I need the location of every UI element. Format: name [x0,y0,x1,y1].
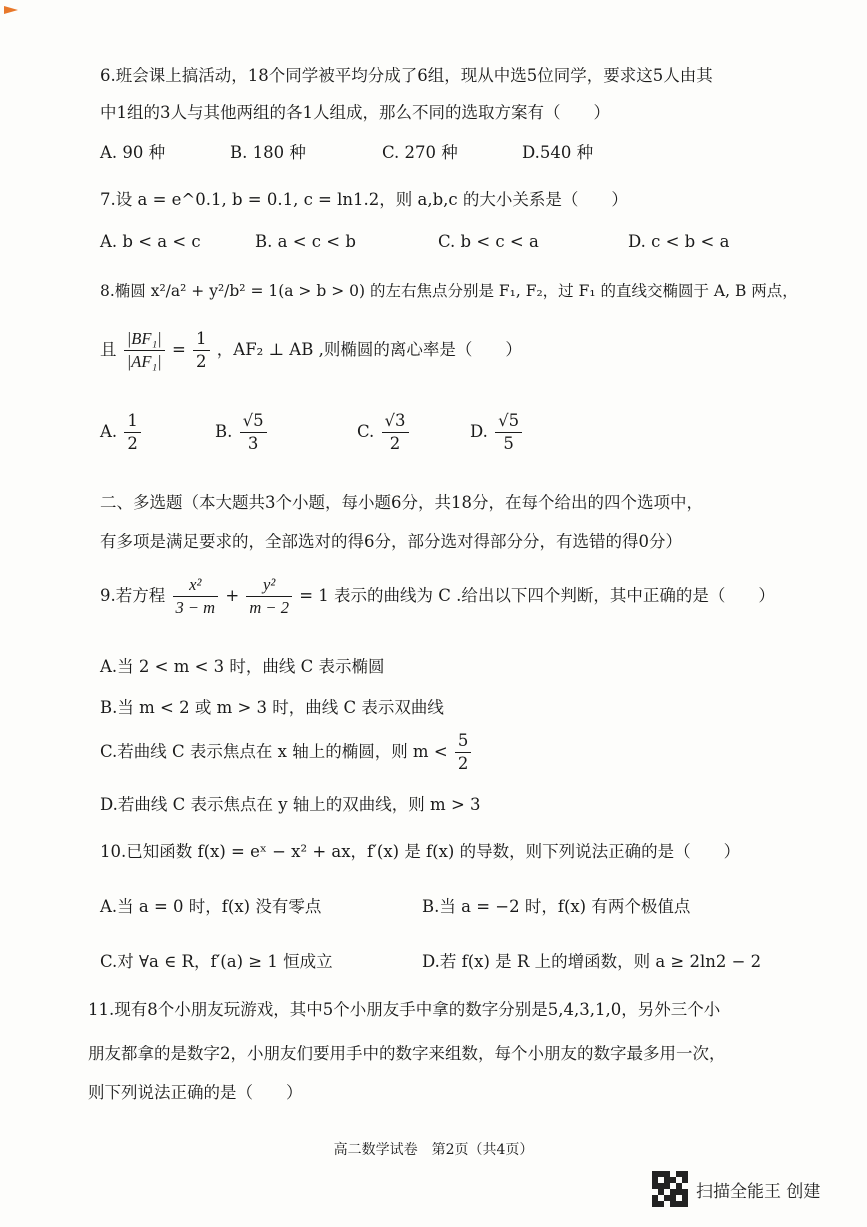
q6-option-d: D.540 种 [522,143,594,162]
q8-ratio-equals: = [171,340,186,360]
scanner-watermark-text: 扫描全能王 创建 [696,1181,821,1202]
q8-ratio-fraction [124,330,165,371]
q8-half-numerator: 1 [193,330,210,351]
q9-option-c-numerator: 5 [455,732,472,753]
q9-fraction-x-denominator: 3 − m [175,598,216,618]
q10-stem: 10.已知函数 f(x) = eˣ − x² + ax，f′(x) 是 f(x) 的导数，则下列说法正确的是（ ） [100,842,741,861]
q10-option-b: B.当 a = −2 时，f(x) 有两个极值点 [422,897,691,916]
q8-option-a-numerator: 1 [124,412,141,433]
q8-option-d-fraction [495,412,522,453]
q9-option-c-text: C.若曲线 C 表示焦点在 x 轴上的椭圆，则 m < [100,742,448,762]
q8-half-denominator: 2 [196,352,207,372]
q9-fraction-x [173,576,219,617]
q11-line1: 11.现有8个小朋友玩游戏，其中5个小朋友手中拿的数字分别是5,4,3,1,0，另外三个小 [88,1000,721,1019]
scanner-watermark [652,1171,820,1207]
q8-option-a-fraction [124,412,141,453]
q8-option-b [215,412,269,453]
q8-option-b-numerator: √5 [240,412,267,433]
q9-option-c-denominator: 2 [457,754,469,774]
q8-option-c-fraction [382,412,409,453]
q8-option-b-fraction [240,412,267,453]
q11-line2: 朋友都拿的是数字2，小朋友们要用手中的数字来组数，每个小朋友的数字最多用一次， [88,1044,726,1063]
q8-option-c-label: C. [357,422,375,442]
q9-fraction-y-denominator: m − 2 [249,598,289,618]
q9-option-a: A.当 2 < m < 3 时，曲线 C 表示椭圆 [100,657,385,676]
q9-fraction-y-numerator: y² [246,576,292,597]
q8-line1: 8.椭圆 x²/a² + y²/b² = 1(a > b > 0) 的左右焦点分别是 F₁, F₂，过 F₁ 的直线交椭圆于 A, B 两点， [100,282,798,300]
q8-line2 [100,330,522,371]
q6-line2: 中1组的3人与其他两组的各1人组成，那么不同的选取方案有（ ） [100,103,610,122]
q11-line3: 则下列说法正确的是（ ） [88,1083,303,1102]
q7-option-a: A. b < a < c [100,232,201,251]
q10-option-c: C.对 ∀a ∈ R，f′(a) ≥ 1 恒成立 [100,952,333,971]
q9-suffix: = 1 表示的曲线为 C .给出以下四个判断，其中正确的是（ ） [299,586,775,606]
q9-option-c [100,732,473,773]
q8-option-d-numerator: √5 [495,412,522,433]
q8-option-c [357,412,411,453]
q6-line1: 6.班会课上搞活动，18个同学被平均分成了6组，现从中选5位同学，要求这5人由其 [100,66,713,85]
q8-option-d [470,412,524,453]
q9-prefix: 9.若方程 [100,586,166,606]
q10-option-d: D.若 f(x) 是 R 上的增函数，则 a ≥ 2ln2 − 2 [422,952,762,971]
q9-option-c-fraction [455,732,472,773]
q10-option-a: A.当 a = 0 时，f(x) 没有零点 [100,897,322,916]
q8-option-d-denominator: 5 [503,434,514,454]
q8-option-c-numerator: √3 [382,412,409,433]
q7-option-c: C. b < c < a [438,232,539,251]
q8-option-a [100,412,143,453]
q6-option-c: C. 270 种 [382,143,458,162]
q9-stem [100,576,775,617]
q8-option-c-denominator: 2 [389,434,401,454]
q8-ratio-numerator: |BF₁| [124,330,165,351]
section2-line2: 有多项是满足要求的，全部选对的得6分，部分选对得部分分，有选错的得0分） [100,532,682,551]
q7-option-d: D. c < b < a [628,232,730,251]
q8-option-d-label: D. [470,422,488,442]
q7-option-b: B. a < c < b [255,232,356,251]
page-footer: 高二数学试卷 第2页（共4页） [333,1142,534,1158]
q9-option-d: D.若曲线 C 表示焦点在 y 轴上的双曲线，则 m > 3 [100,795,481,814]
q8-line2-prefix: 且 [100,340,117,360]
q9-option-b: B.当 m < 2 或 m > 3 时，曲线 C 表示双曲线 [100,698,444,717]
corner-mark [4,6,18,14]
qr-code-icon [652,1171,688,1207]
section2-line1: 二、多选题（本大题共3个小题，每小题6分，共18分，在每个给出的四个选项中， [100,493,703,512]
q8-ratio-denominator: |AF₁| [126,352,162,372]
q8-option-b-denominator: 3 [247,434,259,454]
q8-option-a-denominator: 2 [127,434,138,454]
q6-option-a: A. 90 种 [100,143,166,162]
q6-option-b: B. 180 种 [230,143,306,162]
q9-fraction-y [246,576,292,617]
q8-option-a-label: A. [100,422,118,442]
q8-half-fraction [193,330,210,371]
q7-stem: 7.设 a = e^0.1, b = 0.1, c = ln1.2，则 a,b,c 的大小关系是（ ） [100,190,628,209]
q9-plus: + [225,586,240,606]
q9-fraction-x-numerator: x² [173,576,219,597]
q8-line2-suffix: ，AF₂ ⊥ AB ,则椭圆的离心率是（ ） [216,340,522,360]
q8-option-b-label: B. [215,422,233,442]
